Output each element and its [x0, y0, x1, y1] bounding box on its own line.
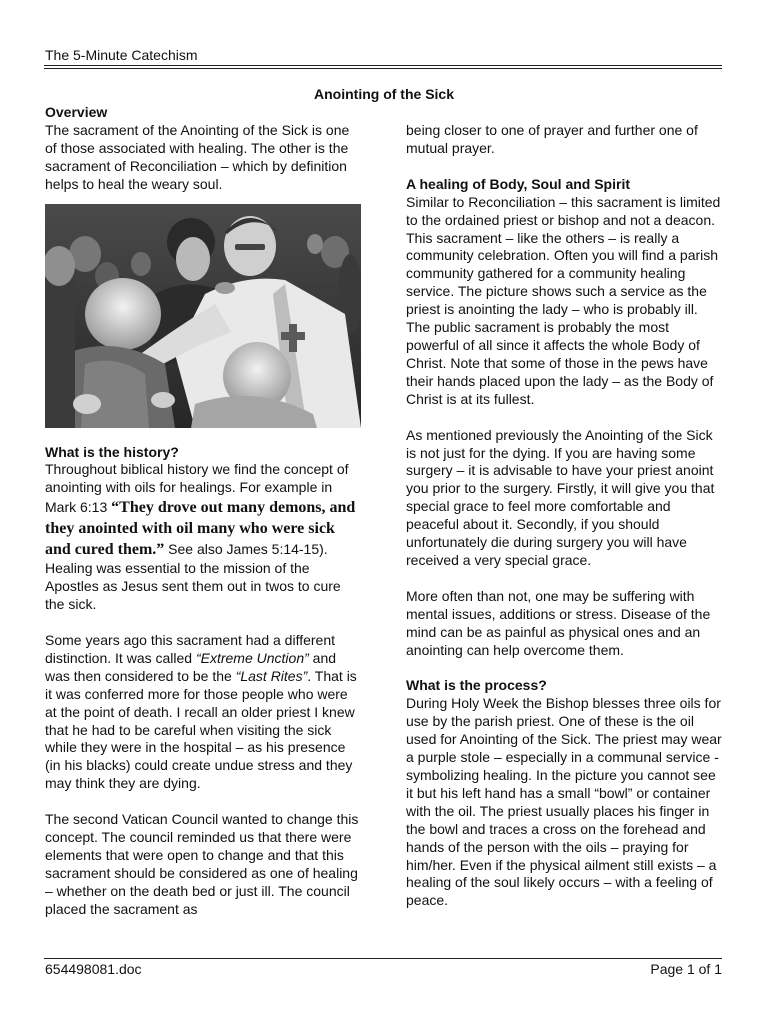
header-title: The 5-Minute Catechism	[45, 47, 198, 63]
vatican-paragraph: The second Vatican Council wanted to change this concept. The council reminded us that there were elements that were open to change and that this sacrament should be considered as one of healing – whether on the death bed or just ill. The council placed the sacrament as	[45, 811, 359, 917]
footer-page-number: Page 1 of 1	[650, 961, 722, 977]
process-heading: What is the process?	[406, 677, 547, 694]
mental-paragraph: More often than not, one may be suffering with mental issues, additions or stress. Disease of the mind can be as painful as physical ones and an anointing can help overcome them.	[406, 587, 711, 658]
document-title	[0, 86, 768, 102]
history-paragraph	[45, 461, 363, 614]
document-title-text: Anointing of the Sick	[314, 86, 454, 102]
header-rule	[44, 65, 722, 66]
right-column	[406, 122, 724, 910]
history-heading: What is the history?	[45, 443, 179, 460]
continuation-paragraph: being closer to one of prayer and further one of mutual prayer.	[406, 122, 698, 156]
surgery-paragraph: As mentioned previously the Anointing of the Sick is not just for the dying. If you are having some surgery – it is advisable to have your priest anoint you prior to the surgery. Firstly, it will give you that special grace to feel more comfortable and peaceful about it. Secondly, if you should unfortunately die during surgery you will have received a very special grace.	[406, 426, 715, 568]
p2-text-a: Some years ago this sacrament had a different distinction. It was called	[45, 631, 336, 666]
anointing-photo	[45, 204, 361, 428]
history-text-a: Throughout biblical history we find the concept of anointing with oils for healings. For example in Mark 6:13	[45, 461, 349, 516]
p2-text-c: . That is it was conferred more for those people who were at the point of death. I recall an older priest I knew that he had to be careful when visiting the sick while they were in the hospital – as his presence (in his blacks) could create undue stress and they may think they are dying.	[45, 667, 357, 792]
history-text-b: See also James 5:14-15). Healing was essential to the mission of the Apostles as Jesus sent them out in twos to cure the sick.	[45, 541, 341, 613]
overview-heading: Overview	[45, 104, 108, 120]
footer-rule	[44, 958, 722, 959]
footer-filename: 654498081.doc	[45, 961, 142, 977]
overview-paragraph: The sacrament of the Anointing of the Sick is one of those associated with healing. The other is the sacrament of Reconciliation – which by definition helps to heal the weary soul.	[45, 121, 350, 192]
left-column	[45, 104, 363, 919]
process-paragraph: During Holy Week the Bishop blesses three oils for use by the parish priest. One of these is the oil used for Anointing of the Sick. The priest may wear a purple stole – especially in a communal service - symbolizing healing. In the picture you cannot see it but his left hand has a small “bowl” or container with the oil. The priest usually places his finger in the bowl and traces a cross on the forehead and hands of the person with the oils – praying for him/her. Even if the physical ailment still exists – a healing of the soul likely occurs – with a feeling of peace.	[406, 695, 722, 909]
header-rule-double	[44, 68, 722, 69]
healing-heading: A healing of Body, Soul and Spirit	[406, 175, 630, 192]
p2-text-b: and was then considered to be the	[45, 649, 337, 684]
extreme-unction-term: “Extreme Unction”	[195, 649, 309, 666]
scripture-quote: “They drove out many demons, and they anointed with oil many who were sick and cured them.”	[45, 499, 356, 559]
last-rites-term: “Last Rites”	[235, 667, 308, 684]
healing-paragraph: Similar to Reconciliation – this sacrament is limited to the ordained priest or bishop and not a deacon. This sacrament – like the others – is really a community celebration. Often you will find a parish community gathered for a community healing service. The picture shows such a service as the priest is anointing the lady – who is probably ill. The public sacrament is probably the most powerful of all since it affects the whole Body of Christ. Note that some of those in the pews have their hands placed upon the lady – as the Body of Christ is at its fullest.	[406, 193, 721, 407]
extreme-unction-paragraph	[45, 632, 363, 793]
